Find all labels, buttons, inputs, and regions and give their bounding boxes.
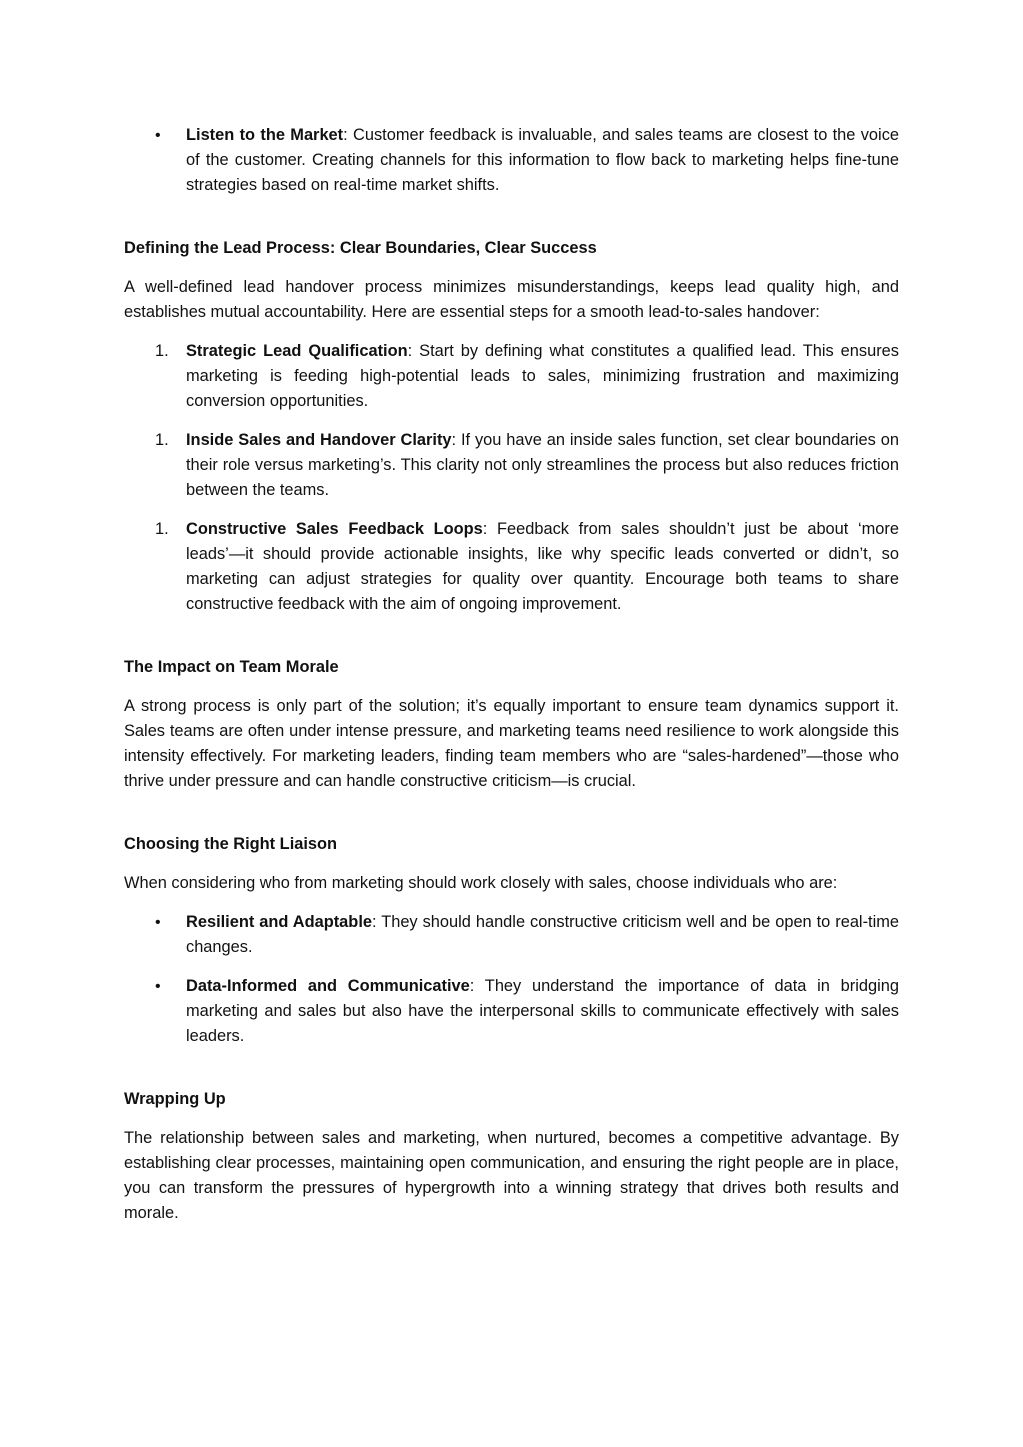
list-item-term: Inside Sales and Handover Clarity [186,431,452,449]
list-item [155,339,899,414]
section-paragraph: A well-defined lead handover process minimizes misunderstandings, keeps lead quality high, and establishes mutual accountability. Here are essential steps for a smooth lead-to-sales handover: [124,278,899,321]
list-number: 1. [155,520,169,538]
bullet-icon: • [155,127,161,144]
list-item-text: : They understand the importance of data in bridging marketing and sales but also have the interpersonal skills to communicate effectively with sales leaders. [186,977,899,1045]
list-item-term: Data-Informed and Communicative [186,977,470,995]
list-item [155,428,899,503]
list-item-text: : Feedback from sales shouldn’t just be about ‘more leads’—it should provide actionable insights, like why specific leads converted or didn’t, so marketing can adjust strategies for quality over quantity. Encourage both teams to share constructive feedback with the aim of ongoing improvement. [186,520,899,613]
section-paragraph: A strong process is only part of the solution; it’s equally important to ensure team dynamics support it. Sales teams are often under intense pressure, and marketing teams need resilience to work alongside this intensity effectively. For marketing leaders, finding team members who are “sales-hardened”—those who thrive under pressure and can handle constructive criticism—is crucial. [124,697,899,790]
list-item-text: : Customer feedback is invaluable, and sales teams are closest to the voice of the customer. Creating channels for this information to flow back to marketing helps fine-tune strategies based on real-time market shifts. [186,126,900,194]
list-item-term: Resilient and Adaptable [186,913,372,931]
section-paragraph: When considering who from marketing should work closely with sales, choose individuals who are: [124,874,838,892]
list-item-text: : Start by defining what constitutes a qualified lead. This ensures marketing is feeding high-potential leads to sales, minimizing frustration and maximizing conversion opportunities. [186,342,899,410]
lead-process-steps-list [155,339,899,617]
section-paragraph: The relationship between sales and marketing, when nurtured, becomes a competitive advantage. By establishing clear processes, maintaining open communication, and ensuring the right people are in place, you can transform the pressures of hypergrowth into a winning strategy that drives both results and morale. [124,1129,899,1222]
list-item-term: Constructive Sales Feedback Loops [186,520,483,538]
list-number: 1. [155,431,169,449]
bullet-icon: • [155,978,161,995]
list-item [155,910,899,960]
bullet-icon: • [155,914,161,931]
list-item [155,974,899,1049]
liaison-traits-list [155,910,899,1049]
list-item [155,517,899,617]
section-heading-lead-process: Defining the Lead Process: Clear Boundaries, Clear Success [124,239,597,257]
section-heading-right-liaison: Choosing the Right Liaison [124,835,338,853]
list-item-term: Strategic Lead Qualification [186,342,408,360]
section-heading-team-morale: The Impact on Team Morale [124,658,339,676]
list-item-text: : If you have an inside sales function, set clear boundaries on their role versus marketing’s. This clarity not only streamlines the process but also reduces friction between the teams. [186,431,899,499]
section-heading-wrapping-up: Wrapping Up [124,1090,226,1108]
list-item-text: : They should handle constructive criticism well and be open to real-time changes. [186,913,899,956]
list-item [155,123,900,198]
intro-bullet-list [155,123,900,198]
list-number: 1. [155,342,169,360]
list-item-term: Listen to the Market [186,126,344,144]
